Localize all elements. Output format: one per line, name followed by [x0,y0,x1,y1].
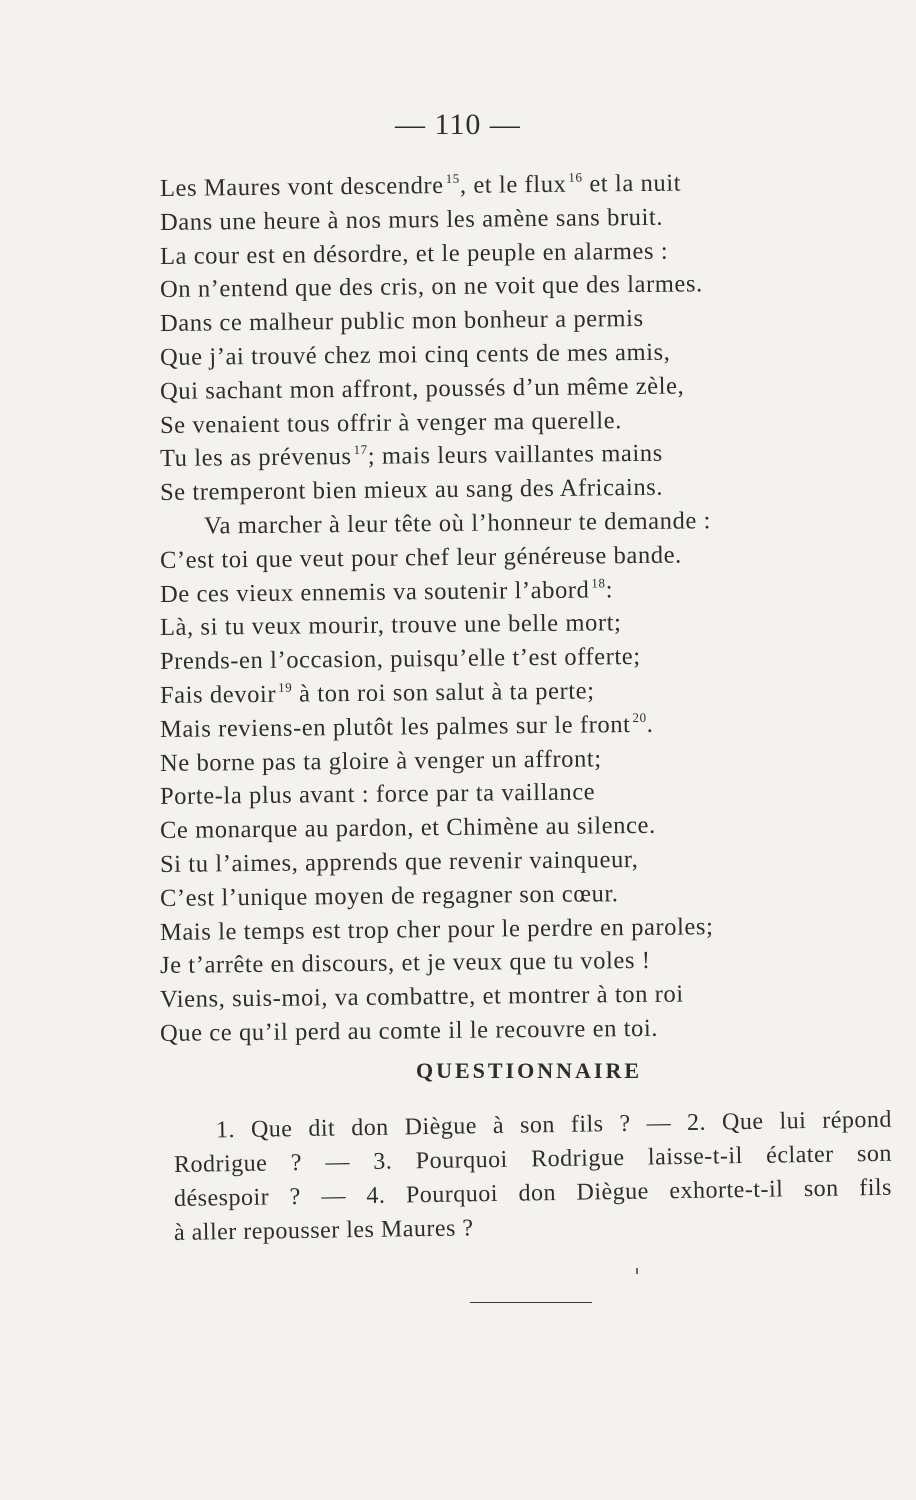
questionnaire-text [173,1106,893,1250]
question-line: Rodrigue ? — 3. Pourquoi Rodrigue laisse-t-il éclater son [173,1140,893,1178]
verse-line: Mais reviens-en plutôt les palmes sur le front $^{20}$. [159,709,654,743]
end-rule [470,1302,592,1303]
question-line: 1. Que dit don Diègue à son fils ? — 2. Que lui répond [215,1106,893,1144]
verse-line: Dans une heure à nos murs les amène sans bruit. [159,203,664,236]
verse-line: Porte-la plus avant : force par ta vaillance [159,778,596,811]
verse-line: C’est l’unique moyen de regagner son cœur. [159,879,619,912]
verse-line: Va marcher à leur tête où l’honneur te demande : [203,507,712,540]
verse-line: Ne borne pas ta gloire à venger un affront; [159,744,602,777]
page-number: — 110 — [395,108,521,141]
verse-line: Se venaient tous offrir à venger ma querelle. [159,406,623,439]
verse-line: Que j’ai trouvé chez moi cinq cents de mes amis, [159,338,671,371]
questionnaire-heading: QUESTIONNAIRE [415,1058,643,1083]
ink-speck [636,1268,638,1274]
verse-line: De ces vieux ennemis va soutenir l’abord $^{18}$: [159,574,614,608]
verse-line: Je t’arrête en discours, et je veux que tu voles ! [159,947,651,980]
footnote-marker: 20 [632,709,647,725]
verse-block [159,169,860,1051]
footnote-marker: 18 [591,574,606,591]
verse-line: Mais le temps est trop cher pour le perdre en paroles; [159,912,714,946]
verse-line: Dans ce malheur public mon bonheur a permis [159,305,644,338]
verse-line: Ce monarque au pardon, et Chimène au silence. [159,811,656,845]
verse-line: Se tremperont bien mieux au sang des Africains. [159,473,664,507]
verse-line: C’est toi que veut pour chef leur généreuse bande. [159,541,682,574]
verse-line: Viens, suis-moi, va combattre, et montrer à ton roi [159,980,684,1014]
verse-line: La cour est en désordre, et le peuple en alarmes : [159,237,669,270]
footnote-marker: 15 [445,170,460,187]
verse-line: Tu les as prévenus $^{17}$; mais leurs vaillantes mains [159,440,663,473]
footnote-marker: 16 [568,169,583,185]
question-line: à aller repousser les Maures ? [173,1215,474,1246]
verse-line: Les Maures vont descendre $^{15}$, et le flux $^{16}$ et la nuit [159,169,682,202]
verse-line: Si tu l’aimes, apprends que revenir vainqueur, [159,845,639,878]
verse-line: Qui sachant mon affront, poussés d’un même zèle, [159,372,685,405]
verse-line: Prends-en l’occasion, puisqu’elle t’est offerte; [159,643,641,676]
verse-line: On n’entend que des cris, on ne voit que des larmes. [159,270,703,304]
verse-line: Fais devoir $^{19}$ à ton roi son salut à ta perte; [159,677,595,709]
verse-line: Là, si tu veux mourir, trouve une belle mort; [159,609,622,642]
footnote-marker: 17 [353,442,368,458]
verse-line: Que ce qu’il perd au comte il le recouvre en toi. [159,1014,659,1047]
question-line: désespoir ? — 4. Pourquoi don Diègue exhorte-t-il son fils [173,1174,893,1212]
footnote-marker: 19 [277,679,293,695]
